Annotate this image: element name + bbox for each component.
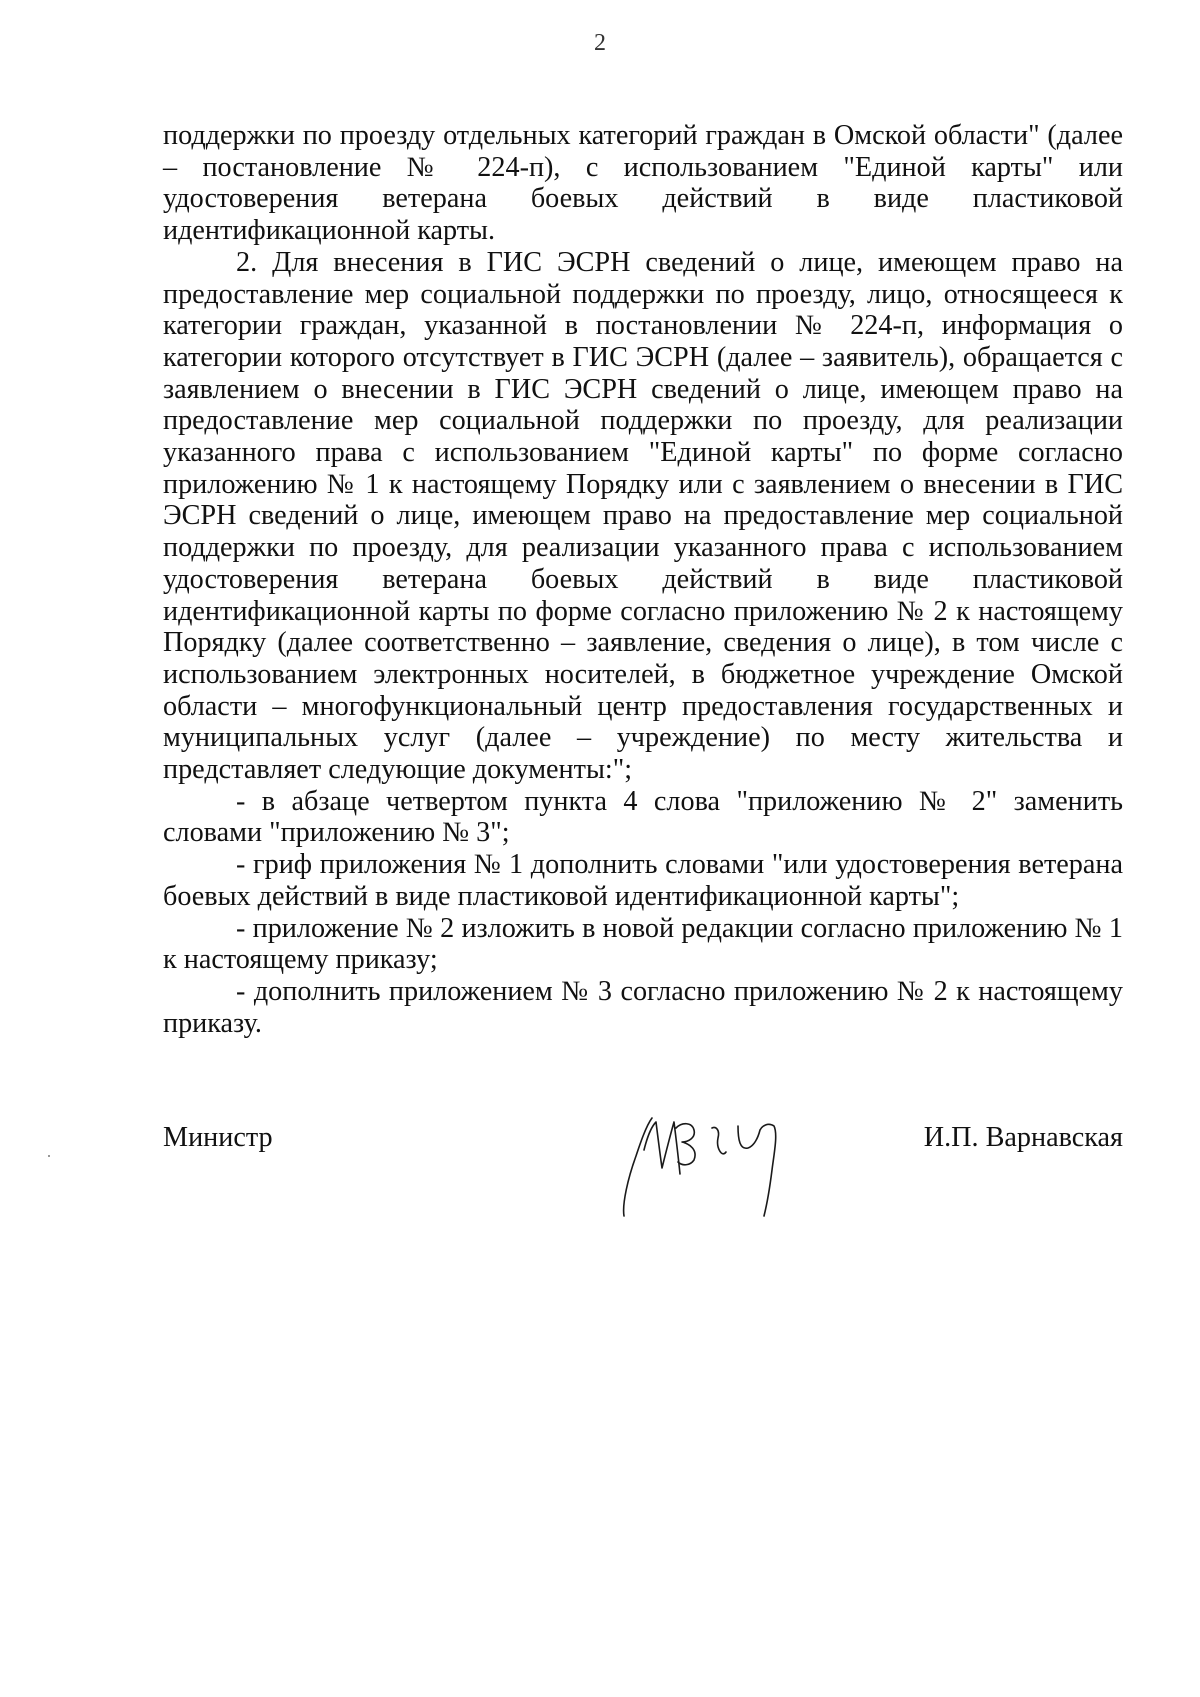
list-item: - приложение № 2 изложить в новой редакции согласно приложению № 1 к настоящему приказу; [163,912,1123,976]
page-number: 2 [594,30,606,56]
paragraph-point-2: 2. Для внесения в ГИС ЭСРН сведений о лице, имеющем право на предоставление мер социальной поддержки по проезду, лицо, относящееся к категории граждан, указанной в постановлении № 224-п, информация о категории которого отсутствует в ГИС ЭСРН (далее – заявитель), обращается с заявлением о внесении в ГИС ЭСРН сведений о лице, имеющем право на предоставление мер социальной поддержки по проезду, для реализации указанного права с использованием "Единой карты" по форме согласно приложению № 1 к настоящему Порядку или с заявлением о внесении в ГИС ЭСРН сведений о лице, имеющем право на предоставление мер социальной поддержки по проезду, для реализации указанного права с использованием удостоверения ветерана боевых действий в виде пластиковой идентификационной карты по форме согласно приложению № 2 к настоящему Порядку (далее соответственно – заявление, сведения о лице), в том числе с использованием электронных носителей, в бюджетное учреждение Омской области – многофункциональный центр предоставления государственных и муниципальных услуг (далее – учреждение) по месту жительства и представляет следующие документы:"; [163,246,1123,786]
list-item: - в абзаце четвертом пункта 4 слова "приложению № 2" заменить словами "приложению № 3"; [163,785,1123,849]
list-item: - гриф приложения № 1 дополнить словами "или удостоверения ветерана боевых действий в виде пластиковой идентификационной карты"; [163,849,1123,912]
document-body [163,120,1123,1039]
paragraph-continuation: поддержки по проезду отдельных категорий граждан в Омской области" (далее – постановление № 224-п), с использованием "Единой карты" или удостоверения ветерана боевых действий в виде пластиковой идентификационной карты. [163,120,1123,247]
list-item: - дополнить приложением № 3 согласно приложению № 2 к настоящему приказу. [163,975,1123,1039]
handwritten-signature-icon [618,1108,793,1232]
signature-block [163,1122,1123,1242]
scan-speck [48,1155,50,1157]
signatory-name: И.П. Варнавская [923,1122,1123,1153]
signatory-title: Министр [163,1122,273,1153]
